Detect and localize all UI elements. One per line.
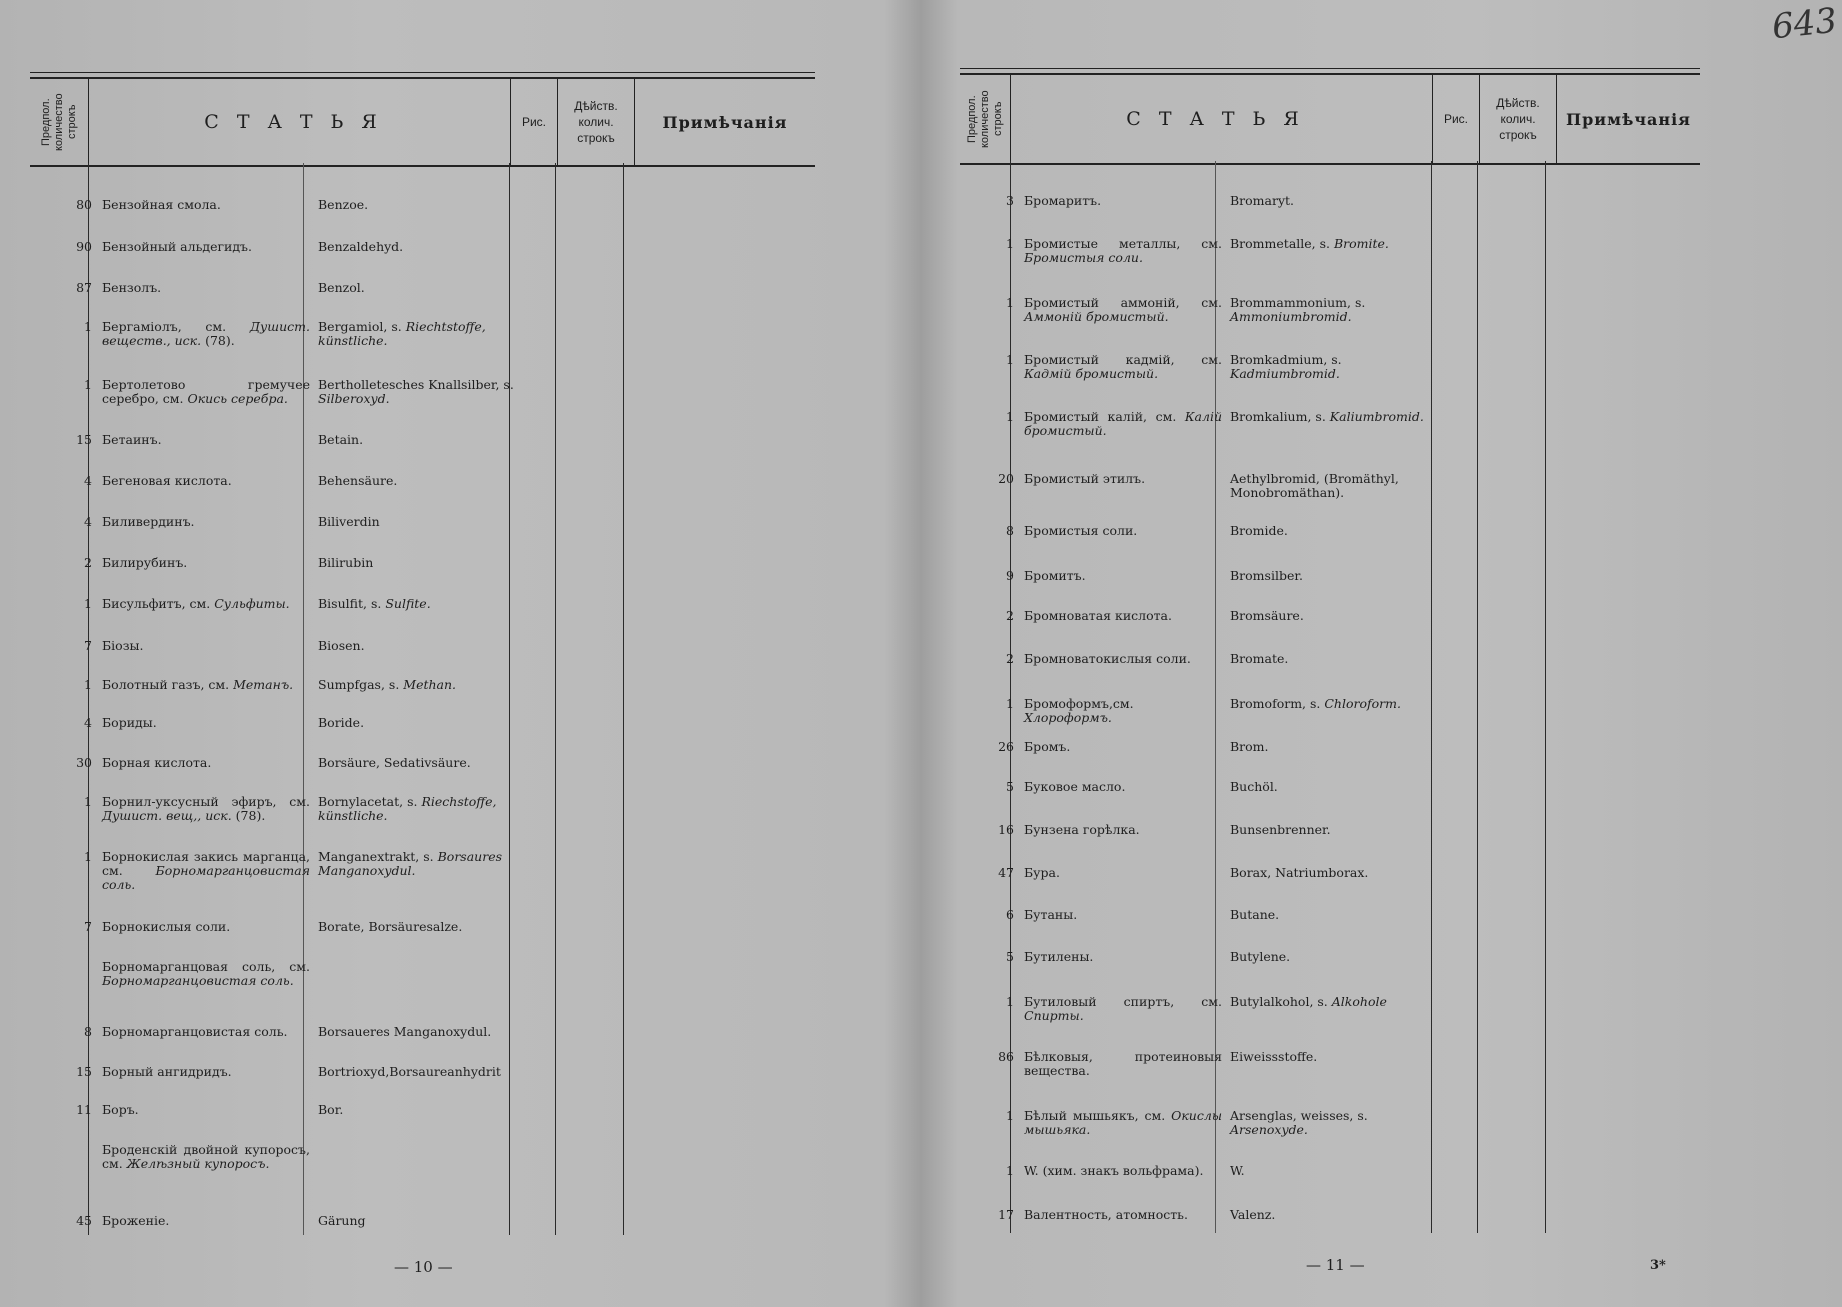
- entry-german: Bromsilber.: [1230, 568, 1303, 583]
- table-row: [30, 639, 815, 653]
- line-count: 3: [1006, 193, 1014, 208]
- entry-german: [314, 1143, 532, 1171]
- entry-german: Bortrioxyd,Borsaureanhydrit: [318, 1064, 501, 1079]
- line-count: 9: [1006, 568, 1014, 583]
- table-row: [960, 652, 1700, 666]
- entry-russian: Бергаміолъ, см. Душист. веществ., иск. (78).: [102, 319, 310, 348]
- table-row: [30, 1103, 815, 1117]
- line-count: 15: [76, 1064, 92, 1079]
- table-row: [30, 960, 815, 988]
- line-count: 20: [998, 471, 1014, 486]
- table-row: [960, 410, 1700, 438]
- entry-russian: Бромъ.: [1024, 739, 1071, 754]
- line-count: 1: [1006, 696, 1014, 711]
- entry-russian: Борномарганцовая соль, см. Борномарганцовистая соль.: [102, 959, 310, 988]
- line-count: 90: [76, 239, 92, 254]
- entry-russian: Бромистые металлы, см. Бромистыя соли.: [1024, 236, 1222, 265]
- header-prim-label: Примѣчанія: [1566, 109, 1691, 129]
- table-row: [30, 515, 815, 529]
- line-count: 5: [1006, 949, 1014, 964]
- line-count: 87: [76, 280, 92, 295]
- table-row: [960, 908, 1700, 922]
- table-row: [960, 950, 1700, 964]
- entry-russian: Борный ангидридъ.: [102, 1064, 232, 1079]
- entry-german: Bunsenbrenner.: [1230, 822, 1331, 837]
- entry-german: Bornylacetat, s. Riechstoffe, künstliche.: [318, 794, 497, 823]
- table-row: [960, 609, 1700, 623]
- header-prim: [635, 79, 815, 165]
- left-page: [30, 0, 815, 1307]
- entry-russian: Бромаритъ.: [1024, 193, 1102, 208]
- entry-german: Gärung: [318, 1213, 366, 1228]
- header-deistv-label: Дѣйств. колич. строкъ: [1496, 96, 1540, 142]
- entry-russian: Бориды.: [102, 715, 157, 730]
- entry-russian: Борная кислота.: [102, 755, 212, 770]
- table-row: [960, 1164, 1700, 1178]
- entry-german: Bromkadmium, s. Kadmiumbromid.: [1230, 352, 1342, 381]
- entry-russian: Бѣлый мышьякъ, см. Окислы мышьяка.: [1024, 1108, 1222, 1137]
- entry-russian: Броденскій двойной купоросъ, см. Желѣзный купоросъ.: [102, 1142, 310, 1171]
- table-row: [960, 524, 1700, 538]
- line-count: [30, 1143, 98, 1171]
- entry-russian: Бегеновая кислота.: [102, 473, 232, 488]
- entry-russian: Бромистый этилъ.: [1024, 471, 1146, 486]
- line-count: 2: [1006, 651, 1014, 666]
- line-count: 1: [1006, 352, 1014, 367]
- table-row: [30, 198, 815, 212]
- entry-russian: Броженіе.: [102, 1213, 170, 1228]
- table-row: [960, 780, 1700, 794]
- entry-german: Eiweissstoffe.: [1230, 1049, 1318, 1064]
- top-rule: [30, 72, 815, 73]
- entry-german: Bromate.: [1230, 651, 1289, 666]
- line-count: 4: [84, 514, 92, 529]
- line-count: 15: [76, 432, 92, 447]
- line-count: 6: [1006, 907, 1014, 922]
- entry-russian: Билирубинъ.: [102, 555, 188, 570]
- line-count: 30: [76, 755, 92, 770]
- entry-german: Butylalkohol, s. Alkohole: [1230, 994, 1387, 1009]
- header-deistv: [1480, 75, 1557, 163]
- entry-german: Bromsäure.: [1230, 608, 1304, 623]
- entry-german: Brommetalle, s. Bromite.: [1230, 236, 1389, 251]
- table-row: [30, 716, 815, 730]
- entry-german: W.: [1230, 1163, 1245, 1178]
- line-count: 1: [84, 677, 92, 692]
- entry-german: Butylene.: [1230, 949, 1291, 964]
- line-count: 7: [84, 919, 92, 934]
- page-number: — 10 —: [394, 1258, 453, 1276]
- entry-german: Bromaryt.: [1230, 193, 1295, 208]
- line-count: 11: [76, 1102, 92, 1117]
- entry-german: Manganextrakt, s. Borsaures Manganoxydul.: [318, 849, 503, 878]
- entry-german: Bor.: [318, 1102, 344, 1117]
- entry-russian: Бромоформъ,см. Хлороформъ.: [1024, 696, 1134, 725]
- entry-german: Arsenglas, weisses, s. Arsenoxyde.: [1230, 1108, 1368, 1137]
- line-count: 1: [84, 377, 92, 392]
- table-row: [960, 1109, 1700, 1137]
- header-ris: [511, 79, 558, 165]
- line-count: 4: [84, 715, 92, 730]
- table-row: [30, 850, 815, 892]
- entry-russian: Бромистый аммоній, см. Аммоній бромистый.: [1024, 295, 1222, 324]
- line-count: 1: [1006, 1163, 1014, 1178]
- table-row: [30, 433, 815, 447]
- entry-russian: Борнил-уксусный эфиръ, см. Душист. вещ,, иск. (78).: [102, 794, 310, 823]
- line-count: 1: [84, 319, 92, 334]
- table-row: [30, 795, 815, 823]
- entry-german: Bertholletesches Knallsilber, s. Silberoxyd.: [318, 377, 514, 406]
- entry-german: Bromoform, s. Chloroform.: [1230, 696, 1401, 711]
- entry-russian: Бензойная смола.: [102, 197, 221, 212]
- entry-russian: W. (хим. знакъ вольфрама).: [1024, 1163, 1204, 1178]
- line-count: 1: [84, 596, 92, 611]
- entry-russian: Бензолъ.: [102, 280, 162, 295]
- header-prim-label: Примѣчанія: [662, 112, 788, 132]
- header-deistv: [558, 79, 635, 165]
- table-row: [960, 866, 1700, 880]
- entry-russian: Бисульфитъ, см. Сульфиты.: [102, 596, 290, 611]
- entry-german: Behensäure.: [318, 473, 398, 488]
- entry-russian: Бутилены.: [1024, 949, 1094, 964]
- header-ris-label: Рис.: [521, 115, 547, 129]
- line-count: 8: [1006, 523, 1014, 538]
- entry-german: Benzoe.: [318, 197, 369, 212]
- entry-russian: Бромноватая кислота.: [1024, 608, 1172, 623]
- table-row: [30, 678, 815, 692]
- entry-russian: Боръ.: [102, 1102, 139, 1117]
- table-row: [960, 237, 1700, 265]
- line-count: 1: [1006, 409, 1014, 424]
- handwritten-folio-number: 643: [1770, 0, 1839, 48]
- table-header: [30, 77, 815, 167]
- table-row: [30, 920, 815, 934]
- header-predpol: [30, 79, 89, 165]
- line-count: 1: [1006, 236, 1014, 251]
- page-number: — 11 —: [1306, 1256, 1365, 1274]
- entry-german: Sumpfgas, s. Methan.: [318, 677, 457, 692]
- line-count: 86: [998, 1049, 1014, 1064]
- entry-german: Bisulfit, s. Sulfite.: [318, 596, 431, 611]
- entry-russian: Бетаинъ.: [102, 432, 162, 447]
- header-ris: [1433, 75, 1480, 163]
- table-row: [30, 378, 815, 406]
- entry-german: Aethylbromid, (Bromäthyl, Monobromäthan).: [1230, 471, 1399, 500]
- entry-german: Butane.: [1230, 907, 1280, 922]
- entry-russian: Бромистый калій, см. Калій бромистый.: [1024, 409, 1222, 438]
- line-count: 7: [84, 638, 92, 653]
- header-predpol: [960, 75, 1011, 163]
- entry-russian: Бутаны.: [1024, 907, 1078, 922]
- entry-german: Benzol.: [318, 280, 365, 295]
- entry-russian: Борнокислая закись марганца, см. Борномарганцовистая соль.: [102, 849, 310, 892]
- entry-russian: Буковое масло.: [1024, 779, 1126, 794]
- entry-russian: Біозы.: [102, 638, 144, 653]
- entry-russian: Бензойный альдегидъ.: [102, 239, 252, 254]
- table-row: [30, 474, 815, 488]
- line-count: 45: [76, 1213, 92, 1228]
- line-count: 17: [998, 1207, 1014, 1222]
- table-row: [30, 556, 815, 570]
- header-statya: [89, 79, 511, 165]
- line-count: 5: [1006, 779, 1014, 794]
- entry-german: Borax, Natriumborax.: [1230, 865, 1369, 880]
- entry-german: Borate, Borsäuresalze.: [318, 919, 463, 934]
- table-row: [960, 1208, 1700, 1222]
- table-row: [960, 353, 1700, 381]
- entry-german: Bilirubin: [318, 555, 374, 570]
- entry-german: Brom.: [1230, 739, 1269, 754]
- entry-russian: Бромистый кадмій, см. Кадмій бромистый.: [1024, 352, 1222, 381]
- line-count: 1: [1006, 994, 1014, 1009]
- table-row: [960, 569, 1700, 583]
- entry-german: Bergamiol, s. Riechtstoffe, künstliche.: [318, 319, 486, 348]
- top-rule: [960, 68, 1700, 69]
- line-count: 1: [84, 849, 92, 864]
- table-row: [960, 1050, 1700, 1078]
- signature-mark: 3*: [1650, 1258, 1666, 1273]
- header-predpol-label: Предпол. количество строкъ: [965, 90, 1004, 148]
- line-count: 8: [84, 1024, 92, 1039]
- entry-german: Bromkalium, s. Kaliumbromid.: [1230, 409, 1424, 424]
- entry-russian: Валентность, атомность.: [1024, 1207, 1188, 1222]
- header-predpol-label: Предпол. количество строкъ: [39, 93, 78, 151]
- line-count: 80: [76, 197, 92, 212]
- entry-german: Biliverdin: [318, 514, 380, 529]
- entry-german: Borsäure, Sedativsäure.: [318, 755, 471, 770]
- header-statya: [1011, 75, 1433, 163]
- line-count: 4: [84, 473, 92, 488]
- entry-german: Buchöl.: [1230, 779, 1278, 794]
- table-row: [960, 697, 1700, 725]
- line-count: 26: [998, 739, 1014, 754]
- header-prim: [1557, 75, 1700, 163]
- entry-russian: Борнокислыя соли.: [102, 919, 231, 934]
- table-row: [30, 281, 815, 295]
- entry-german: [314, 960, 532, 988]
- entry-russian: Биливердинъ.: [102, 514, 195, 529]
- table-row: [30, 1025, 815, 1039]
- entry-russian: Болотный газъ, см. Метанъ.: [102, 677, 294, 692]
- entry-german: Betain.: [318, 432, 364, 447]
- table-row: [30, 320, 815, 348]
- table-row: [30, 756, 815, 770]
- entry-german: Biosen.: [318, 638, 365, 653]
- line-count: 47: [998, 865, 1014, 880]
- entry-german: Brommammonium, s. Ammoniumbromid.: [1230, 295, 1366, 324]
- table-row: [960, 296, 1700, 324]
- entry-german: Valenz.: [1230, 1207, 1276, 1222]
- line-count: 2: [1006, 608, 1014, 623]
- entry-russian: Бѣлковыя, протеиновыя вещества.: [1024, 1049, 1222, 1078]
- entry-russian: Бромистыя соли.: [1024, 523, 1138, 538]
- entry-russian: Бертолетово гремучее серебро, см. Окись серебра.: [102, 377, 310, 406]
- table-row: [30, 1214, 815, 1228]
- header-ris-label: Рис.: [1443, 112, 1469, 126]
- entry-russian: Бромноватокислыя соли.: [1024, 651, 1191, 666]
- entry-german: Borsaueres Manganoxydul.: [318, 1024, 492, 1039]
- header-deistv-label: Дѣйств. колич. строкъ: [574, 99, 618, 145]
- table-row: [30, 240, 815, 254]
- entry-german: Bromide.: [1230, 523, 1288, 538]
- line-count: 1: [1006, 295, 1014, 310]
- table-row: [960, 740, 1700, 754]
- header-statya-label: СТАТЬЯ: [1126, 108, 1317, 130]
- entry-russian: Бутиловый спиртъ, см. Спирты.: [1024, 994, 1222, 1023]
- right-page: [960, 0, 1839, 1307]
- header-statya-label: СТАТЬЯ: [204, 111, 395, 133]
- entry-russian: Борномарганцовистая соль.: [102, 1024, 288, 1039]
- line-count: 16: [998, 822, 1014, 837]
- table-row: [960, 194, 1700, 208]
- line-count: [30, 960, 98, 988]
- table-row: [30, 1143, 815, 1171]
- line-count: 1: [1006, 1108, 1014, 1123]
- entry-german: Benzaldehyd.: [318, 239, 404, 254]
- table-row: [960, 995, 1700, 1023]
- entry-russian: Бромитъ.: [1024, 568, 1086, 583]
- table-row: [30, 1065, 815, 1079]
- table-row: [960, 823, 1700, 837]
- table-row: [960, 472, 1700, 500]
- entry-russian: Бунзена горѣлка.: [1024, 822, 1140, 837]
- entry-russian: Бура.: [1024, 865, 1060, 880]
- entry-german: Boride.: [318, 715, 365, 730]
- table-header: [960, 73, 1700, 165]
- table-row: [30, 597, 815, 611]
- line-count: 1: [84, 794, 92, 809]
- line-count: 2: [84, 555, 92, 570]
